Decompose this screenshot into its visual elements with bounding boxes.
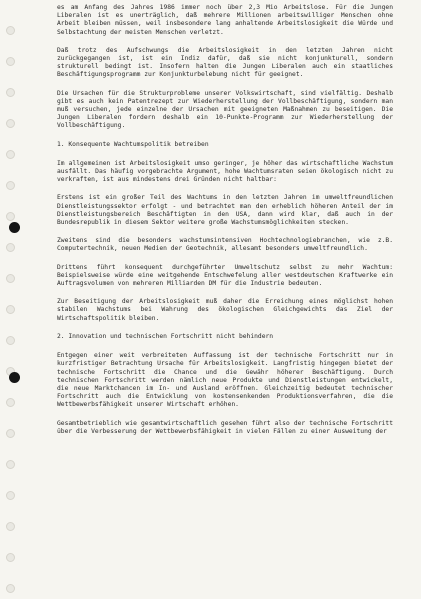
binder-hole — [6, 88, 15, 97]
paragraph: Daß trotz des Aufschwungs die Arbeitslosigkeit in den letzten Jahren nicht zurückgegangen ist, ist ein Indiz dafür, daß sie nicht konjunkturell, sondern strukturell bedingt ist. Insofern halten die Jungen Liberalen auch ein staatliches Beschäftigungsprogramm zur Konjunkturbelebung nicht für geeignet. — [57, 46, 393, 79]
section-heading: 1. Konsequente Wachtumspolitik betreiben — [57, 140, 209, 148]
binder-hole — [6, 429, 15, 438]
paragraph: Gesamtbetrieblich wie gesamtwirtschaftlich gesehen führt also der technische Fortschritt über die Verbesserung der Wettbewerbsfähigkeit in vielen Fällen zu einer Ausweitung der — [57, 419, 393, 435]
binder-hole — [6, 212, 15, 221]
binder-hole — [6, 57, 15, 66]
binder-hole — [6, 491, 15, 500]
section-heading: 2. Innovation und technischen Fortschritt nicht behindern — [57, 332, 274, 340]
paragraph: Drittens führt konsequent durchgeführter Umweltschutz selbst zu mehr Wachtum: Beispielsweise würde eine weitgehende Entschwefelung aller westdeutschen Kraftwerke ein Auftragsvolumen von mehreren Milliarden DM für die Industrie bedeuten. — [57, 263, 393, 288]
punch-hole — [9, 222, 20, 233]
paragraph: Die Ursachen für die Strukturprobleme unserer Volkswirtschaft, sind vielfältig. Deshalb gibt es auch kein Patentrezept zur Wiederherstellung der Vollbeschäftigung, sondern man muß versuchen, jede einzelne der Ursachen mit geeigneten Maßnahmen zu beseitigen. Die Jungen Liberalen fordern deshalb ein 10-Punkte-Programm zur Wiederherstellung der Vollbeschäftigung. — [57, 89, 393, 130]
binder-hole — [6, 336, 15, 345]
binder-hole-strip — [6, 0, 16, 599]
paragraph: Zweitens sind die besonders wachstumsintensiven Hochtechnologiebranchen, wie z.B. Computertechnik, neuen Medien der Geotechnik, allesamt besonders umweltfreundlich. — [57, 237, 393, 253]
paragraph: Zur Beseitigung der Arbeitslosigkeit muß daher die Erreichung eines möglichst hohen stabilen Wachstums bei Wahrung des ökologischen Gleichgewichts das Ziel der Wirtschaftspolitik bleiben. — [57, 298, 393, 322]
binder-hole — [6, 243, 15, 252]
paragraph: Erstens ist ein großer Teil des Wachtums in den letzten Jahren im umweltfreundlichen Dienstleistungssektor erfolgt - und betrachtet man den erheblich höheren Anteil der im Dienstleistungsbereich Beschäftigten in den USA, dann wird klar, daß auch in der Bundesrepublik in diesem Sektor weitere große Wachstumsmöglichkeiten stecken. — [57, 194, 393, 227]
binder-hole — [6, 119, 15, 128]
paragraph: Im allgemeinen ist Arbeitslosigkeit umso geringer, je höher das wirtschaftliche Wachstum ausfällt. Das häufig vorgebrachte Argument, hohe Wachtumsraten seien ökologisch nicht zu verkraften, ist aus mindestens drei Gründen nicht haltbar: — [57, 159, 393, 184]
paragraph: Entgegen einer weit verbreiteten Auffassung ist der technische Fortschritt nur in kurzfristiger Betrachtung Ursache für Arbeitslosigkeit. Langfristig hingegen bietet der technische Fortschritt die Chance und die Gewähr höherer Beschäftigung. Durch technischen Fortschritt werden nämlich neue Produkte und Dienstleistungen entwickelt, die neue Marktchancen im In- und Ausland eröffnen. Gleichzeitig bedeutet technischer Fortschritt auch die Entwicklung von kostensenkenden Produktionsverfahren, die die Wettbewerbsfähigkeit unserer Wirtschaft erhöhen. — [57, 352, 393, 409]
binder-hole — [6, 398, 15, 407]
binder-hole — [6, 181, 15, 190]
binder-hole — [6, 522, 15, 531]
binder-hole — [6, 26, 15, 35]
binder-hole — [6, 584, 15, 593]
binder-hole — [6, 305, 15, 314]
binder-hole — [6, 553, 15, 562]
document-body — [57, 4, 393, 446]
paragraph: es am Anfang des Jahres 1986 immer noch über 2,3 Mio Arbeitslose. Für die Jungen Liberalen ist es unerträglich, daß mehrere Millionen arbeitswilliger Menschen ohne Arbeit bleiben müssen, weil insbesondere lang anhaltende Arbeitslosigkeit die Würde und Selbstachtung der meisten Menschen verletzt. — [57, 4, 393, 36]
binder-hole — [6, 460, 15, 469]
binder-hole — [6, 150, 15, 159]
binder-hole — [6, 274, 15, 283]
punch-hole — [9, 372, 20, 383]
